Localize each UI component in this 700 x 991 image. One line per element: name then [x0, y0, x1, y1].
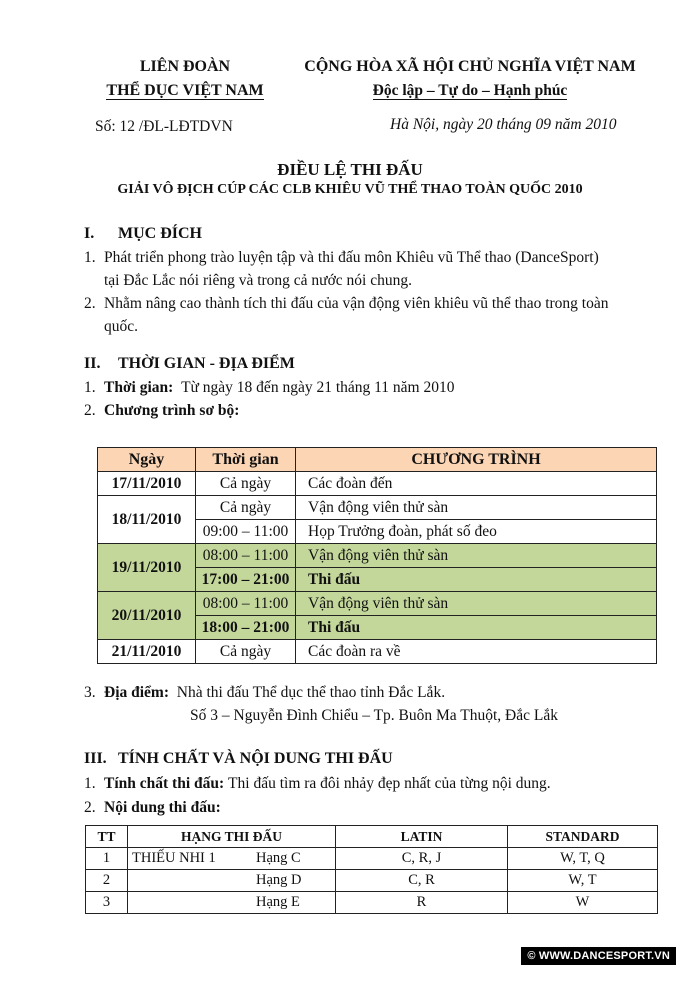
time-cell: Cả ngày [196, 640, 296, 664]
program-cell: Vận động viên thử sàn [296, 544, 657, 568]
program-cell: Thi đấu [296, 616, 657, 640]
date-cell: 17/11/2010 [98, 472, 196, 496]
venue-label: Địa điểm: [104, 684, 170, 701]
date-cell: 18/11/2010 [98, 496, 196, 544]
class-text: Hạng D [256, 872, 302, 888]
section-3-numeral: III. [84, 750, 107, 767]
venue-address: Số 3 – Nguyễn Đình Chiểu – Tp. Buôn Ma Thuột, Đắc Lắk [190, 707, 558, 724]
latin-cell: C, R, J [336, 848, 508, 870]
time-cell: 09:00 – 11:00 [196, 520, 296, 544]
col-header-standard: STANDARD [508, 826, 658, 848]
time-line [84, 379, 652, 397]
time-cell: 08:00 – 11:00 [196, 592, 296, 616]
document-title: ĐIỀU LỆ THI ĐẤU [277, 160, 423, 179]
section-1-item-1-cont: tại Đắc Lắc nói riêng và trong cả nước nói chung. [104, 272, 412, 289]
venue-value: Nhà thi đấu Thể dục thể thao tỉnh Đắc Lắk. [176, 684, 446, 701]
events-table [85, 825, 658, 914]
section-1-item-2-cont: quốc. [104, 318, 139, 335]
item-text: Phát triển phong trào luyện tập và thi đấu môn Khiêu vũ Thể thao (DanceSport) [104, 249, 599, 266]
section-1-numeral: I. [84, 225, 95, 242]
nature-line [84, 775, 652, 793]
time-cell: 17:00 – 21:00 [196, 568, 296, 592]
class-cell [128, 848, 336, 870]
table-row [98, 544, 657, 568]
content-label: Nội dung thi đấu: [104, 799, 221, 816]
table-row [86, 892, 658, 914]
table-row [98, 472, 657, 496]
tt-cell: 1 [86, 848, 128, 870]
section-2-heading [84, 355, 295, 373]
date-cell: 19/11/2010 [98, 544, 196, 592]
table-row [86, 870, 658, 892]
republic-title: CỘNG HÒA XÃ HỘI CHỦ NGHĨA VIỆT NAM [304, 58, 636, 75]
item-text: Nhằm nâng cao thành tích thi đấu của vận động viên khiêu vũ thể thao trong toàn [104, 295, 609, 312]
org-name-line1: LIÊN ĐOÀN [139, 58, 231, 75]
program-cell: Vận động viên thử sàn [296, 592, 657, 616]
time-cell: Cả ngày [196, 496, 296, 520]
table-row [98, 496, 657, 520]
time-cell: Cả ngày [196, 472, 296, 496]
col-header-latin: LATIN [336, 826, 508, 848]
republic-motto [290, 82, 650, 100]
tt-cell: 3 [86, 892, 128, 914]
item-number: 2. [84, 295, 96, 312]
events-header-row [86, 826, 658, 848]
item-number: 2. [84, 402, 96, 419]
tt-cell: 2 [86, 870, 128, 892]
section-3-title: TÍNH CHẤT VÀ NỘI DUNG THI ĐẤU [118, 750, 393, 767]
latin-cell: C, R [336, 870, 508, 892]
program-cell: Họp Trưởng đoàn, phát số đeo [296, 520, 657, 544]
time-cell: 08:00 – 11:00 [196, 544, 296, 568]
program-cell: Các đoàn ra về [296, 640, 657, 664]
watermark-badge: © WWW.DANCESPORT.VN [521, 947, 676, 965]
section-2-title: THỜI GIAN - ĐỊA ĐIỂM [118, 355, 295, 372]
republic-motto-text: Độc lập – Tự do – Hạnh phúc [372, 82, 568, 99]
section-1-heading [84, 225, 202, 243]
standard-cell: W, T [508, 870, 658, 892]
table-row [98, 640, 657, 664]
program-label: Chương trình sơ bộ: [104, 402, 240, 419]
table-row [86, 848, 658, 870]
date-cell: 20/11/2010 [98, 592, 196, 640]
content-line [84, 799, 652, 817]
document-number: Số: 12 /ĐL-LĐTDVN [95, 118, 233, 135]
time-label: Thời gian: [104, 379, 174, 396]
standard-cell: W [508, 892, 658, 914]
section-2-numeral: II. [84, 355, 101, 372]
latin-cell: R [336, 892, 508, 914]
nature-value: Thi đấu tìm ra đôi nhảy đẹp nhất của từng nội dung. [228, 775, 551, 792]
program-line [84, 402, 652, 420]
time-value: Từ ngày 18 đến ngày 21 tháng 11 năm 2010 [181, 379, 455, 396]
time-cell: 18:00 – 21:00 [196, 616, 296, 640]
nature-label: Tính chất thi đấu: [104, 775, 225, 792]
section-1-item-1 [84, 249, 652, 267]
item-number: 1. [84, 249, 96, 266]
item-number: 2. [84, 799, 96, 816]
schedule-header-row [98, 448, 657, 472]
class-cell [128, 870, 336, 892]
col-header-date: Ngày [98, 448, 196, 472]
item-number: 3. [84, 684, 96, 701]
schedule-table [97, 447, 657, 664]
group-text: THIẾU NHI 1 [132, 850, 216, 866]
date-cell: 21/11/2010 [98, 640, 196, 664]
document-subtitle: GIẢI VÔ ĐỊCH CÚP CÁC CLB KHIÊU VŨ THỂ THAO TOÀN QUỐC 2010 [117, 182, 583, 197]
program-cell: Vận động viên thử sàn [296, 496, 657, 520]
place-date: Hà Nội, ngày 20 tháng 09 năm 2010 [390, 116, 617, 133]
class-text: Hạng E [256, 894, 300, 910]
section-3-heading [84, 750, 393, 768]
org-name-line2-text: THỂ DỤC VIỆT NAM [106, 82, 264, 99]
item-number: 1. [84, 775, 96, 792]
section-1-item-2 [84, 295, 652, 313]
table-row [98, 592, 657, 616]
org-name-line2 [95, 82, 275, 100]
program-cell: Các đoàn đến [296, 472, 657, 496]
program-cell: Thi đấu [296, 568, 657, 592]
col-header-time: Thời gian [196, 448, 296, 472]
class-text: Hạng C [256, 850, 301, 866]
col-header-tt: TT [86, 826, 128, 848]
item-number: 1. [84, 379, 96, 396]
section-1-title: MỤC ĐÍCH [118, 225, 202, 242]
col-header-program: CHƯƠNG TRÌNH [296, 448, 657, 472]
col-header-class: HẠNG THI ĐẤU [128, 826, 336, 848]
class-cell [128, 892, 336, 914]
standard-cell: W, T, Q [508, 848, 658, 870]
venue-line [84, 684, 652, 702]
